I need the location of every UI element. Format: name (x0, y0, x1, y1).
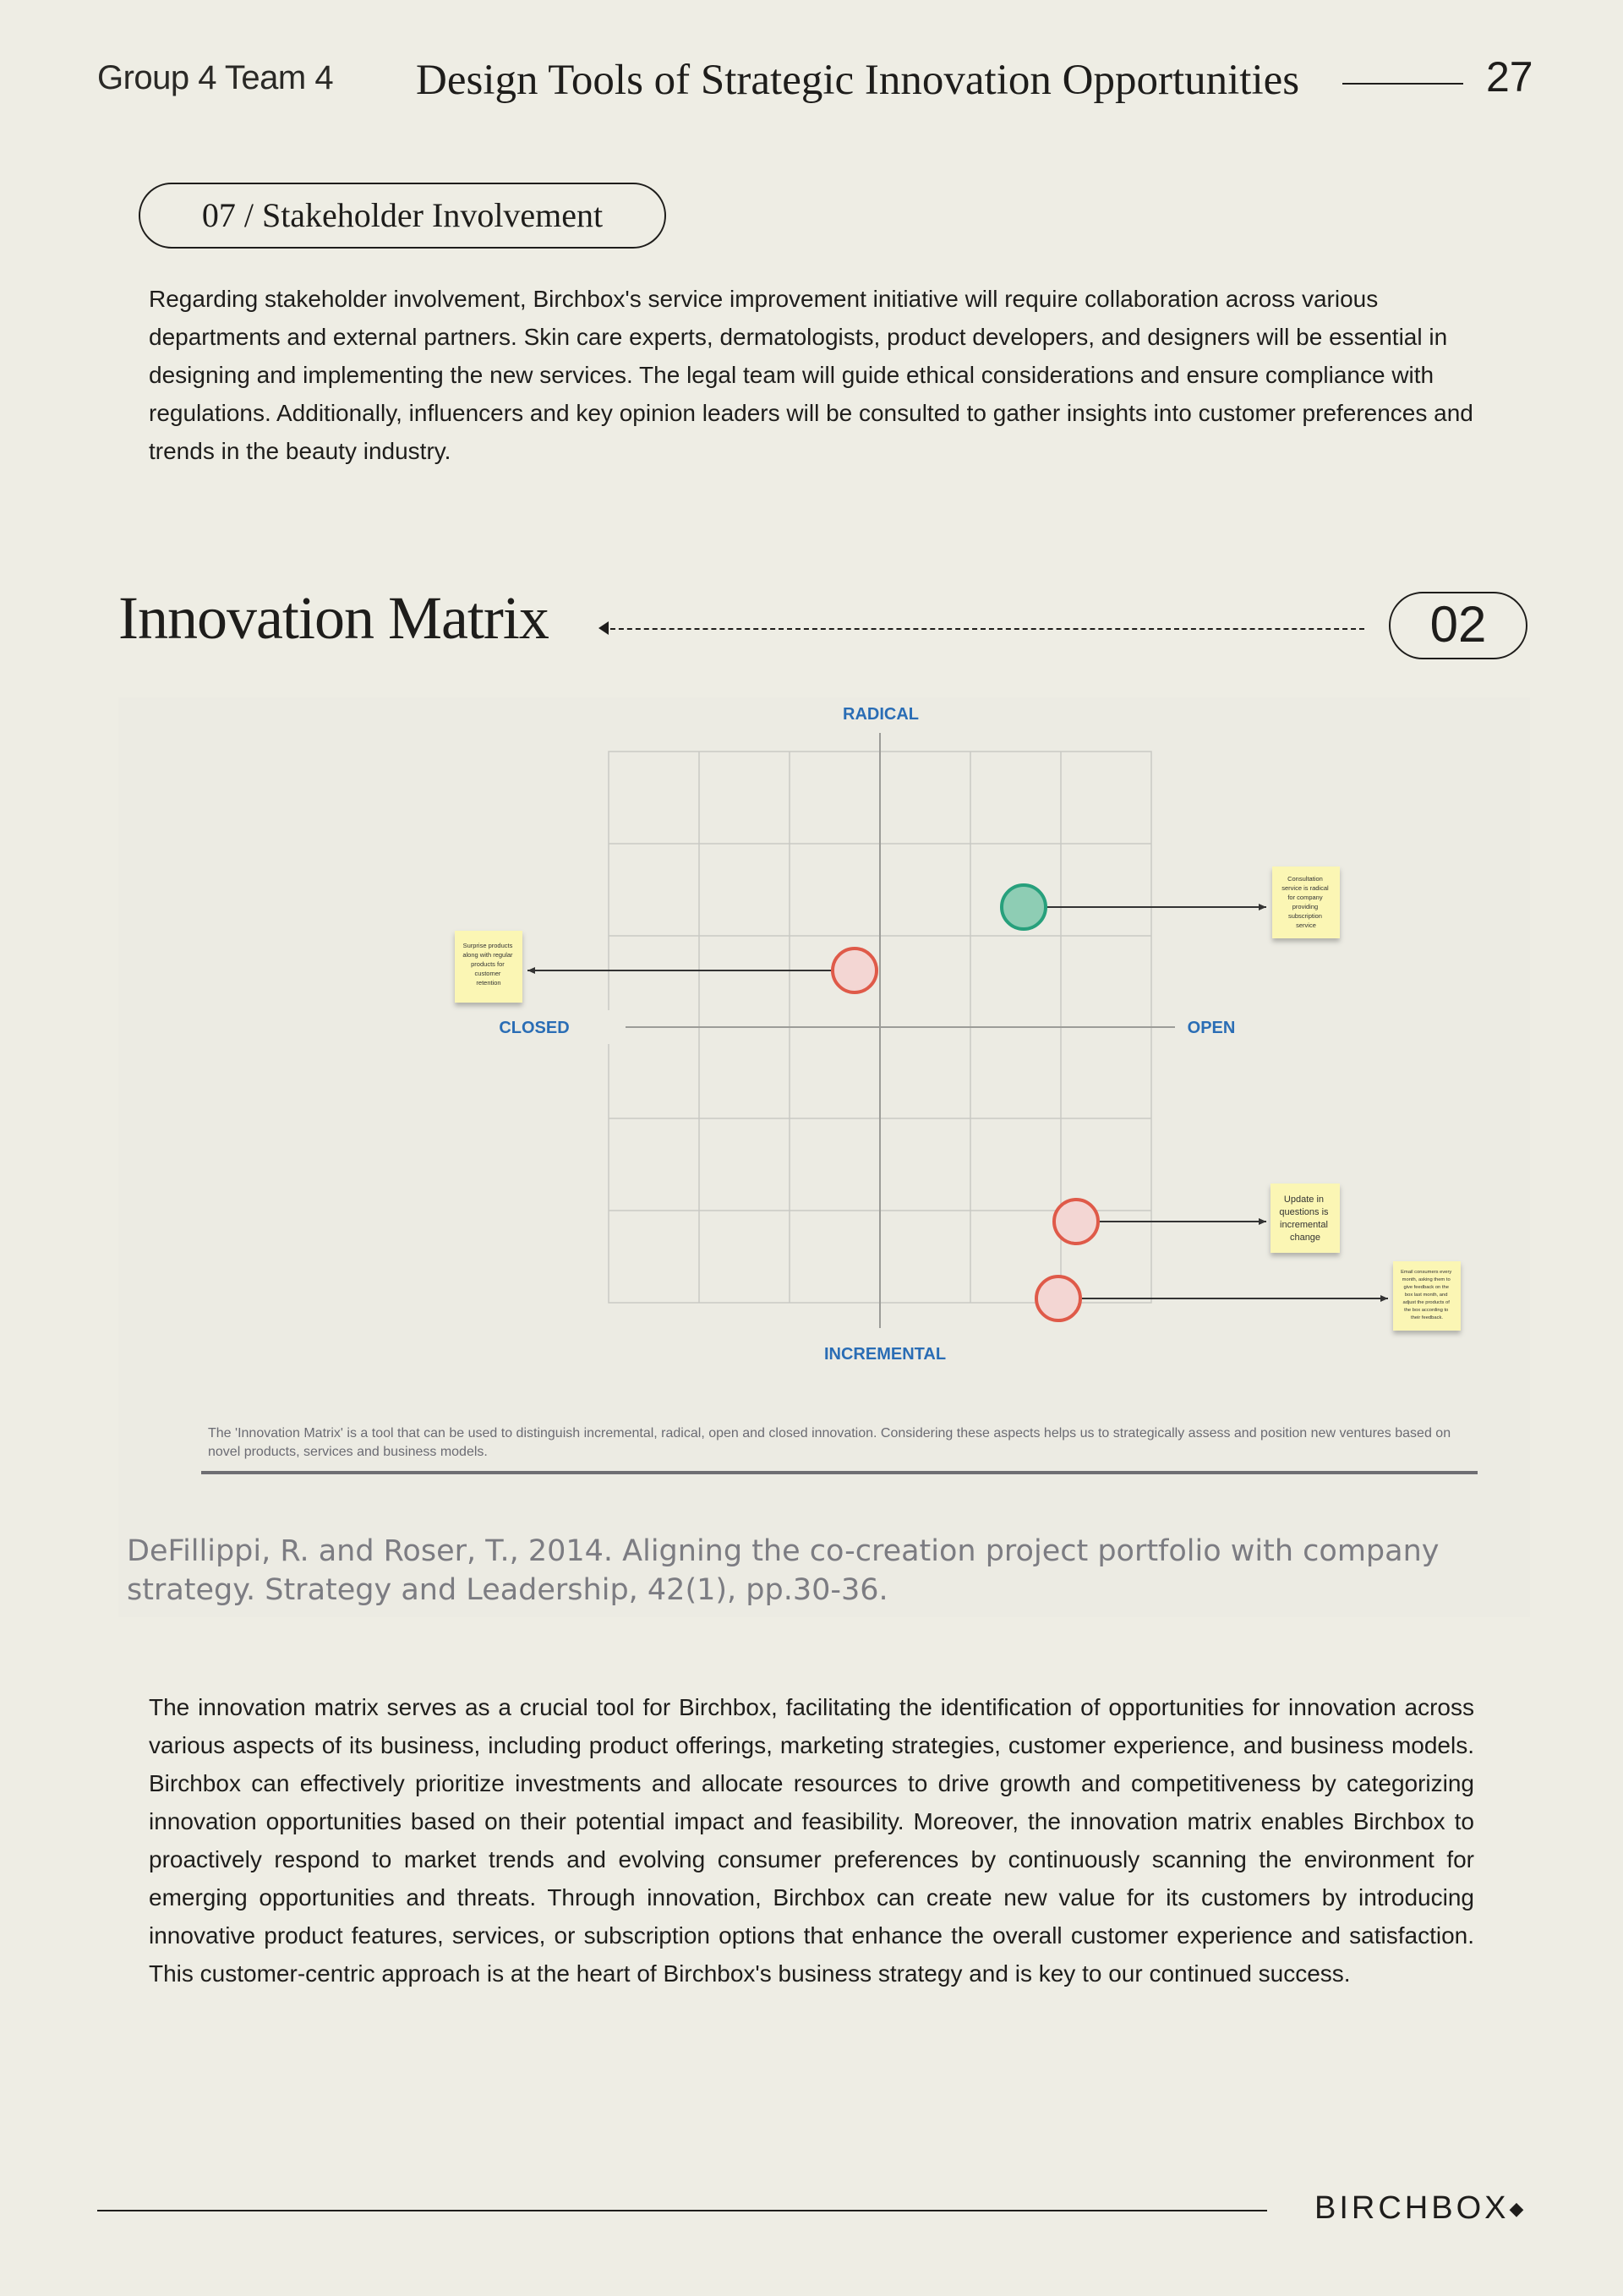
svg-text:Update in questions is: Update in questions is incremental change (1279, 1194, 1329, 1243)
dashed-divider (602, 628, 1364, 630)
axis-label-incremental: INCREMENTAL (823, 1345, 947, 1364)
caption-rule (201, 1471, 1478, 1474)
header-group-label: Group 4 Team 4 (97, 59, 334, 96)
svg-text:Surprise products along: Surprise products along with regular products for customer retention (462, 942, 513, 987)
sticky-note-consultation (1272, 866, 1340, 938)
header-rule (1342, 83, 1463, 85)
footer-rule (97, 2210, 1267, 2211)
matrix-paragraph: The innovation matrix serves as a crucial tool for Birchbox, facilitating the identification of opportunities for innovation across various aspects of its business, including product offerings, marketing strategies, customer experience, and business models. Birchbox can effectively prioritize investments and allocate resources to drive growth and competitiveness by categorizing innovation opportunities based on their potential impact and feasibility. Moreover, the innovation matrix enables Birchbox to proactively respond to market trends and evolving consumer preferences by continuously scanning the environment for emerging opportunities and threats. Through innovation, Birchbox can create new value for its customers by introducing innovative product features, services, or subscription options that enhance the overall customer experience and satisfaction. This customer-centric approach is at the heart of Birchbox's business strategy and is key to our continued success. (149, 1694, 1474, 1987)
figure-caption: The 'Innovation Matrix' is a tool that can be used to distinguish incremental, radical, open and closed innovation. Considering these aspects helps us to strategically assess and position new ventures based on novel products, services and business models. (208, 1426, 1451, 1459)
section-number-badge: 02 (1389, 592, 1527, 659)
birchbox-logo (1314, 2190, 1523, 2227)
citation: DeFillippi, R. and Roser, T., 2014. Aligning the co-creation project portfolio with company strategy. Strategy and Leadership, 42(1), pp.30-36. (127, 1534, 1440, 1607)
axis-label-closed: CLOSED (499, 1019, 570, 1037)
document-title: Design Tools of Strategic Innovation Opportunities (416, 57, 1300, 104)
innovation-matrix-diagram (118, 697, 1530, 1416)
svg-text:Consultation service is: Consultation service is radical for company providing subscription service (1281, 875, 1329, 929)
innovation-matrix-title: Innovation Matrix (118, 584, 549, 652)
stakeholder-paragraph: Regarding stakeholder involvement, Birchbox's service improvement initiative will require collaboration across various departments and external partners. Skin care experts, dermatologists, product developers, and designers will be essential in designing and implementing the new services. The legal team will guide ethical considerations and ensure compliance with regulations. Additionally, influencers and key opinion leaders will be consulted to gather insights into customer preferences and trends in the beauty industry. (149, 286, 1473, 464)
sticky-note-email (1393, 1261, 1461, 1331)
axis-label-open: OPEN (1187, 1019, 1236, 1037)
axis-label-radical: RADICAL (843, 705, 919, 724)
page-number: 27 (1486, 53, 1533, 101)
logo-text: BIRCHBOX (1314, 2190, 1510, 2226)
sticky-note-update (1271, 1184, 1340, 1253)
marker-consultation (1002, 885, 1046, 929)
svg-text:Email consumers every mo: Email consumers every month, asking them to give feedback on the box last month, and adjust the products of the box according to their feedback. (1401, 1270, 1452, 1320)
marker-surprise (833, 948, 877, 992)
sticky-note-surprise (455, 931, 522, 1003)
section-pill: 07 / Stakeholder Involvement (139, 183, 666, 249)
logo-mark-icon: ◆ (1509, 2198, 1524, 2219)
citation-text (127, 1532, 1513, 1610)
marker-update (1054, 1200, 1098, 1244)
marker-email (1036, 1276, 1080, 1320)
